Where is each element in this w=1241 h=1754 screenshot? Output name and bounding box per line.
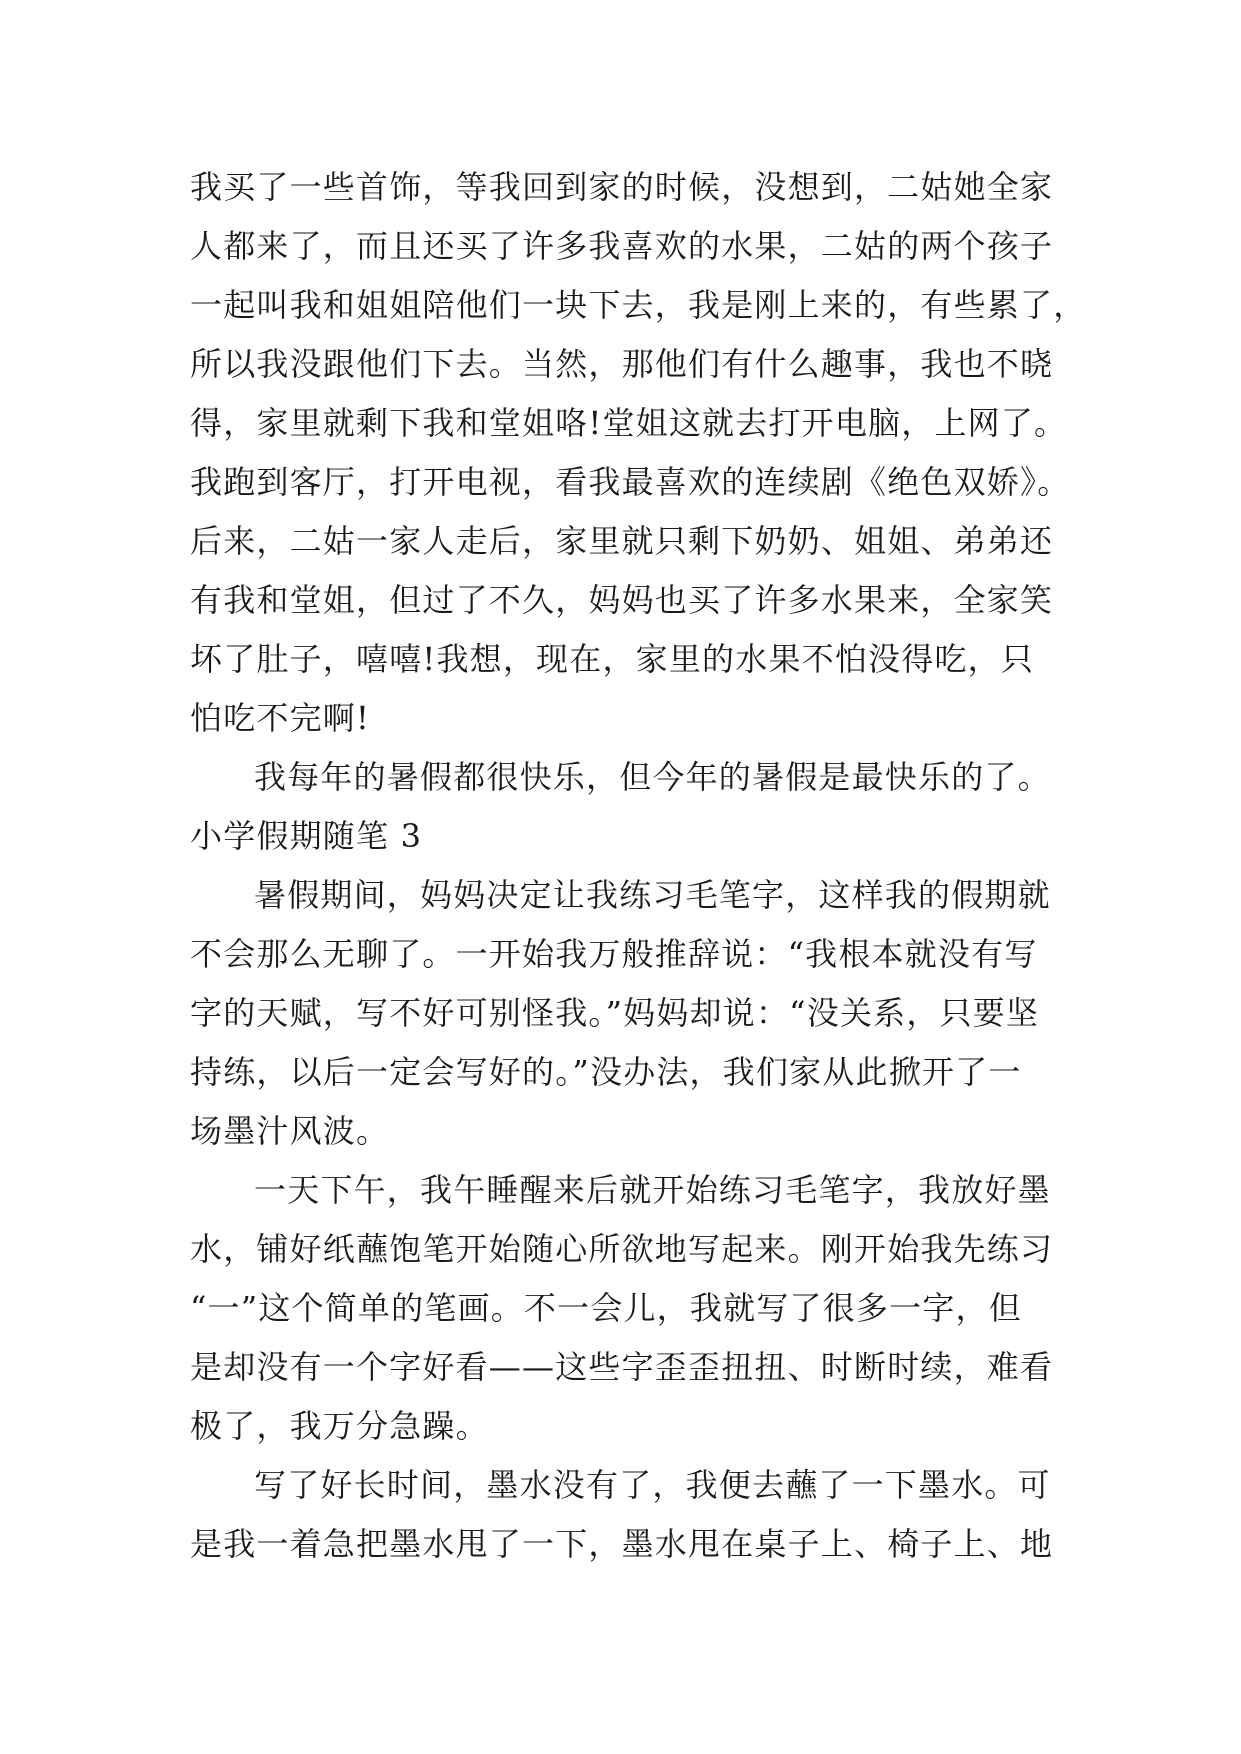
text-line: 后来，二姑一家人走后，家里就只剩下奶奶、姐姐、弟弟还 xyxy=(190,522,1054,560)
text-line: 我跑到客厅，打开电视，看我最喜欢的连续剧《绝色双娇》。 xyxy=(190,463,1071,501)
text-line: 不会那么无聊了。一开始我万般推辞说：“我根本就没有写 xyxy=(190,935,1038,973)
paragraph-first-line: 我每年的暑假都很快乐，但今年的暑假是最快乐的了。 xyxy=(254,758,1051,796)
text-line: 场墨汁风波。 xyxy=(190,1112,390,1150)
text-line: 极了，我万分急躁。 xyxy=(190,1407,489,1445)
text-line: 怕吃不完啊! xyxy=(190,699,371,737)
text-line: 字的天赋，写不好可别怪我。”妈妈却说：“没关系，只要坚 xyxy=(190,994,1040,1032)
text-line: 所以我没跟他们下去。当然，那他们有什么趣事，我也不晓 xyxy=(190,345,1054,383)
paragraph-first-line: 暑假期间，妈妈决定让我练习毛笔字，这样我的假期就 xyxy=(254,876,1051,914)
text-line: 得，家里就剩下我和堂姐咯!堂姐这就去打开电脑，上网了。 xyxy=(190,404,1068,442)
text-line: 是我一着急把墨水甩了一下，墨水甩在桌子上、椅子上、地 xyxy=(190,1525,1054,1563)
paragraph-first-line: 写了好长时间，墨水没有了，我便去蘸了一下墨水。可 xyxy=(254,1466,1051,1504)
text-line: 一起叫我和姐姐陪他们一块下去，我是刚上来的，有些累了， xyxy=(190,286,1087,324)
text-line: 人都来了，而且还买了许多我喜欢的水果，二姑的两个孩子 xyxy=(190,227,1054,265)
section-heading: 小学假期随笔 3 xyxy=(190,817,423,855)
text-line: “一”这个简单的笔画。不一会儿，我就写了很多一字，但 xyxy=(190,1289,1022,1327)
text-line: 有我和堂姐，但过了不久，妈妈也买了许多水果来，全家笑 xyxy=(190,581,1054,619)
text-line: 水，铺好纸蘸饱笔开始随心所欲地写起来。刚开始我先练习 xyxy=(190,1230,1054,1268)
text-line: 我买了一些首饰，等我回到家的时候，没想到，二姑她全家 xyxy=(190,168,1054,206)
text-line: 是却没有一个字好看——这些字歪歪扭扭、时断时续，难看 xyxy=(190,1348,1054,1386)
text-line: 坏了肚子，嘻嘻!我想，现在，家里的水果不怕没得吃，只 xyxy=(190,640,1035,678)
text-line: 持练，以后一定会写好的。”没办法，我们家从此掀开了一 xyxy=(190,1053,1022,1091)
paragraph-first-line: 一天下午，我午睡醒来后就开始练习毛笔字，我放好墨 xyxy=(254,1171,1051,1209)
document-page xyxy=(190,158,1087,1574)
